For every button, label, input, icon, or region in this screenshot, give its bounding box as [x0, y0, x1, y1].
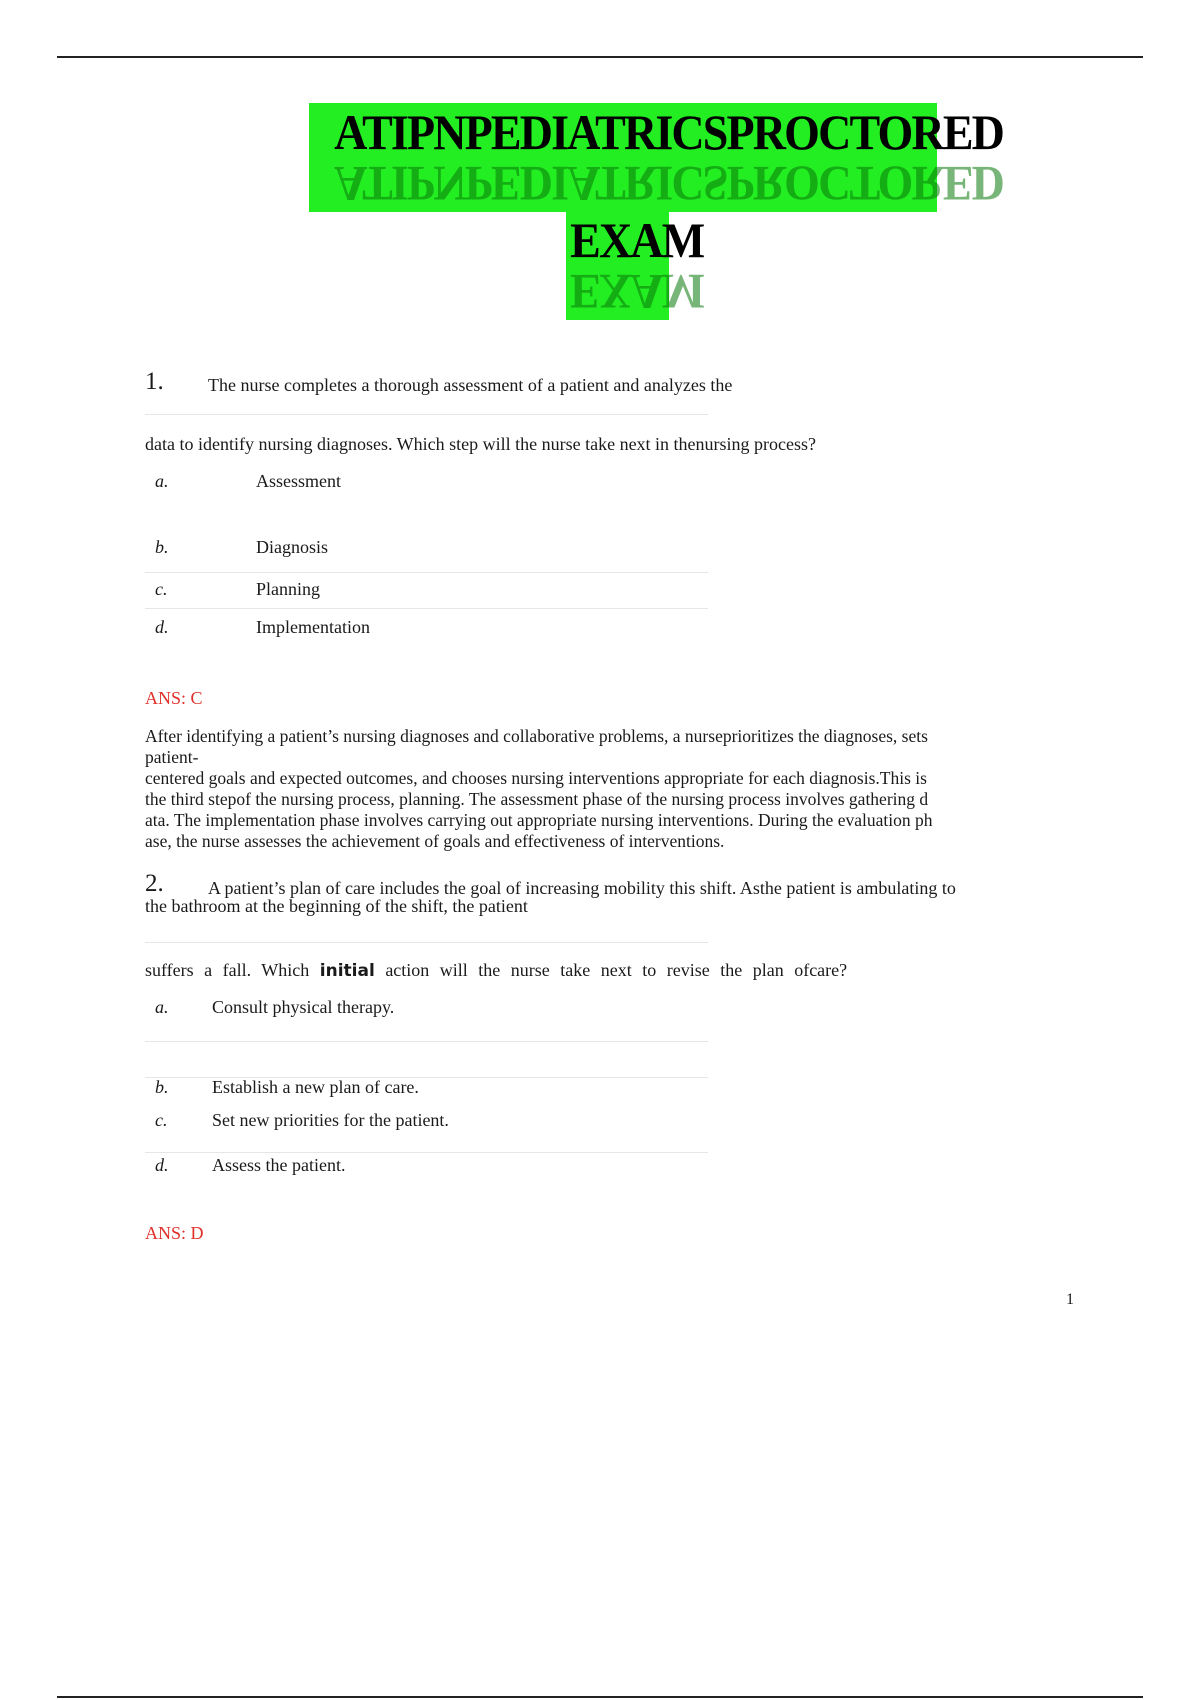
question-2-stem-line1b: the bathroom at the beginning of the shift, the patient [145, 896, 528, 916]
title-line2-reflection: EXAM [570, 264, 704, 320]
bottom-rule [57, 1696, 1143, 1698]
q1-option-c-text: Planning [256, 579, 321, 599]
question-1-stem-line1: The nurse completes a thorough assessment of a patient and analyzes the [208, 375, 733, 395]
q1-option-b-letter: b. [155, 537, 169, 557]
question-2-stem-line1: A patient’s plan of care includes the goal of increasing mobility this shift. Asthe patient is ambulating to [208, 878, 956, 898]
title-line2: EXAM [570, 212, 704, 268]
title-line1: ATIPNPEDIATRICSPROCTORED [334, 104, 1004, 160]
q2-option-b-letter: b. [155, 1077, 169, 1097]
q1-option-a-letter: a. [155, 471, 169, 491]
question-2-stem-line2 [145, 960, 865, 982]
q2-option-c-text: Set new priorities for the patient. [212, 1110, 449, 1130]
rationale-line: centered goals and expected outcomes, and chooses nursing interventions appropriate for each diagnosis.This is [145, 768, 927, 788]
title-banner-line2 [566, 211, 704, 320]
title-line1-reflection: ATIPNPEDIATRICSPROCTORED [334, 156, 1004, 212]
question-1-stem-line2: data to identify nursing diagnoses. Which step will the nurse take next in thenursing process? [145, 434, 817, 454]
q2-option-d-letter: d. [155, 1155, 169, 1175]
title-banner-line1 [309, 103, 1004, 212]
divider [145, 608, 708, 609]
q2-option-c-letter: c. [155, 1110, 168, 1130]
divider [145, 1152, 708, 1153]
question-2-stem-pre: suffers a fall. Which [145, 960, 310, 980]
q1-option-a-text: Assessment [256, 471, 341, 491]
question-2-stem-bold: initial [319, 961, 375, 981]
rationale-line: the third stepof the nursing process, planning. The assessment phase of the nursing process involves gathering d [145, 789, 929, 809]
question-1-rationale [145, 726, 1055, 852]
top-rule [57, 56, 1143, 58]
q1-option-d-text: Implementation [256, 617, 370, 637]
rationale-line: After identifying a patient’s nursing diagnoses and collaborative problems, a nurseprioritizes the diagnoses, sets [145, 726, 928, 746]
q2-option-a-letter: a. [155, 997, 169, 1017]
q1-option-b-text: Diagnosis [256, 537, 328, 557]
question-1-answer: ANS: C [145, 688, 203, 708]
rationale-line: ase, the nurse assesses the achievement of goals and effectiveness of interventions. [145, 831, 725, 851]
divider [145, 1041, 708, 1042]
question-2-stem-post: action will the nurse take next to revise the plan ofcare? [385, 960, 848, 980]
q1-option-c-letter: c. [155, 579, 168, 599]
q2-option-b-text: Establish a new plan of care. [212, 1077, 419, 1097]
question-1-number: 1. [145, 368, 164, 395]
q1-option-d-letter: d. [155, 617, 169, 637]
divider [145, 942, 708, 943]
question-2-number: 2. [145, 870, 164, 897]
divider [145, 572, 708, 573]
q2-option-d-text: Assess the patient. [212, 1155, 346, 1175]
page-number: 1 [1066, 1291, 1074, 1308]
divider [145, 414, 708, 415]
rationale-line: ata. The implementation phase involves carrying out appropriate nursing interventions. During the evaluation ph [145, 810, 933, 830]
rationale-line: patient- [145, 747, 199, 767]
q2-option-a-text: Consult physical therapy. [212, 997, 395, 1017]
question-2-answer: ANS: D [145, 1223, 204, 1243]
